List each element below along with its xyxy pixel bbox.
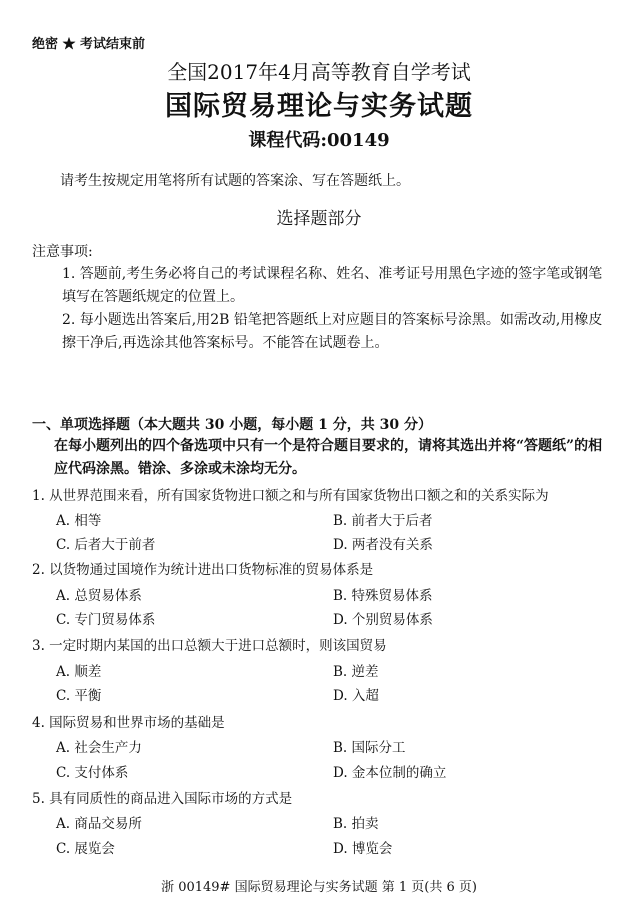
question-4-option-b: B. 国际分工 (333, 740, 406, 756)
question-5-option-b: B. 拍卖 (333, 816, 379, 832)
question-3-option-b: B. 逆差 (333, 664, 379, 680)
question-4-option-a: A. 社会生产力 (56, 740, 142, 756)
question-2-option-c: C. 专门贸易体系 (56, 612, 156, 628)
question-4-option-d: D. 金本位制的确立 (333, 765, 447, 781)
question-2-stem: 2. 以货物通过国境作为统计进出口货物标准的贸易体系是 (32, 562, 374, 578)
exam-session-line: 全国2017年4月高等教育自学考试 (167, 60, 471, 84)
question-1-option-b: B. 前者大于后者 (333, 513, 433, 529)
question-1-option-a: A. 相等 (56, 513, 102, 529)
question-3-stem: 3. 一定时期内某国的出口总额大于进口总额时，则该国贸易 (32, 638, 387, 654)
question-3-option-d: D. 入超 (333, 688, 379, 704)
question-4-stem: 4. 国际贸易和世界市场的基础是 (32, 715, 225, 731)
question-2-option-b: B. 特殊贸易体系 (333, 588, 433, 604)
notes-heading: 注意事项: (32, 244, 93, 260)
question-1-option-d: D. 两者没有关系 (333, 537, 433, 553)
question-1-stem: 1. 从世界范围来看，所有国家货物进口额之和与所有国家货物出口额之和的关系实际为 (32, 488, 549, 504)
question-5-stem: 5. 具有同质性的商品进入国际市场的方式是 (32, 791, 293, 807)
page-footer: 浙 00149# 国际贸易理论与实务试题 第 1 页(共 6 页) (161, 880, 477, 895)
note-text: 2. 每小题选出答案后,用2B 铅笔把答题纸上对应题目的答案标号涂黑。如需改动,用橡皮擦干净后,再选涂其他答案标号。不能答在试题卷上。 (62, 312, 603, 351)
note-item-2 (32, 309, 612, 355)
note-item-1 (32, 263, 612, 309)
note-text: 1. 答题前,考生务必将自己的考试课程名称、姓名、准考证号用黑色字迹的签字笔或钢笔填写在答题纸规定的位置上。 (62, 266, 603, 305)
question-5-option-d: D. 博览会 (333, 841, 393, 857)
paper-title: 国际贸易理论与实务试题 (165, 91, 473, 122)
question-3-option-c: C. 平衡 (56, 688, 102, 704)
question-2-option-a: A. 总贸易体系 (56, 588, 142, 604)
question-5-option-c: C. 展览会 (56, 841, 115, 857)
question-1-option-c: C. 后者大于前者 (56, 537, 156, 553)
section-heading: 一、单项选择题（本大题共 30 小题，每小题 1 分，共 30 分） (32, 417, 432, 433)
answer-instruction: 请考生按规定用笔将所有试题的答案涂、写在答题纸上。 (60, 173, 410, 189)
section-description: 在每小题列出的四个备选项中只有一个是符合题目要求的，请将其选出并将“答题纸”的相应代码涂黑。错涂、多涂或未涂均无分。 (54, 438, 603, 477)
question-4-option-c: C. 支付体系 (56, 765, 129, 781)
question-2-option-d: D. 个别贸易体系 (333, 612, 433, 628)
question-3-option-a: A. 顺差 (56, 664, 102, 680)
confidential-label: 绝密 ★ 考试结束前 (32, 37, 146, 52)
course-code: 课程代码:00149 (248, 130, 390, 151)
part-title: 选择题部分 (276, 209, 362, 229)
question-5-option-a: A. 商品交易所 (56, 816, 142, 832)
